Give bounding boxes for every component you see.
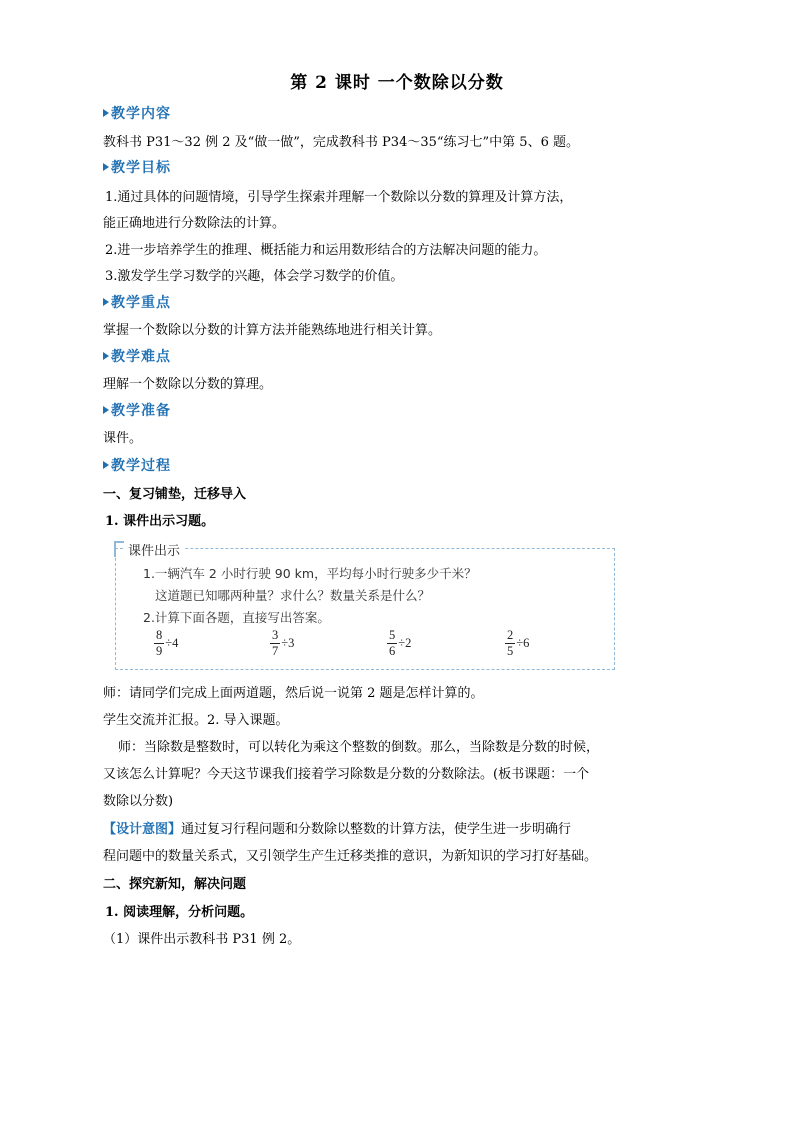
numerator: 3 (272, 628, 279, 642)
triangle-bullet-icon (103, 461, 109, 469)
section-heading-process (103, 455, 171, 475)
heading-label: 教学重点 (111, 295, 171, 311)
heading-label: 教学准备 (111, 403, 171, 419)
box-question-2: 2.计算下面各题，直接写出答案。 (143, 610, 330, 625)
operation: ÷2 (398, 636, 412, 650)
difficulty-text: 理解一个数除以分数的算理。 (103, 377, 273, 392)
teacher-line-1: 师：请同学们完成上面两道题，然后说一说第 2 题是怎样计算的。 (103, 686, 484, 701)
fraction-expression (387, 628, 411, 659)
goal-1-line-2: 能正确地进行分数除法的计算。 (103, 216, 286, 231)
design-intent (103, 818, 571, 837)
triangle-bullet-icon (103, 298, 109, 306)
section-heading-goals (103, 157, 171, 177)
teacher-line-2c: 数除以分数) (103, 794, 174, 809)
numerator: 8 (156, 628, 163, 642)
operation: ÷6 (516, 636, 530, 650)
denominator: 5 (507, 644, 514, 658)
step-2-title: 二、探究新知，解决问题 (103, 877, 247, 892)
step-1-sub: 1. 课件出示习题。 (105, 514, 215, 529)
box-question-1b: 这道题已知哪两种量？求什么？数量关系是什么？ (155, 588, 431, 603)
teacher-line-2b: 又该怎么计算呢？今天这节课我们接着学习除数是分数的分数除法。(板书课题：一个 (103, 767, 590, 782)
section-heading-difficulty (103, 346, 171, 366)
denominator: 9 (156, 644, 163, 658)
denominator: 6 (389, 644, 396, 658)
triangle-bullet-icon (103, 406, 109, 414)
courseware-box-label: 课件出示 (124, 540, 184, 559)
goal-2: 2.进一步培养学生的推理、概括能力和运用数形结合的方法解决问题的能力。 (105, 243, 547, 258)
goal-1-line-1: 1.通过具体的问题情境，引导学生探索并理解一个数除以分数的算理及计算方法， (105, 190, 573, 205)
box-question-1: 1.一辆汽车 2 小时行驶 90 km，平均每小时行驶多少千米？ (143, 566, 477, 581)
heading-label: 教学目标 (111, 160, 171, 176)
triangle-bullet-icon (103, 163, 109, 171)
step-1-title: 一、复习铺垫，迁移导入 (103, 487, 247, 502)
key-text: 掌握一个数除以分数的计算方法并能熟练地进行相关计算。 (103, 323, 442, 338)
fraction-expression (270, 628, 294, 659)
heading-label: 教学难点 (111, 349, 171, 365)
heading-label: 教学过程 (111, 458, 171, 474)
operation: ÷3 (281, 636, 295, 650)
step-2-item: （1）课件出示教科书 P31 例 2。 (103, 932, 301, 947)
students-line-1: 学生交流并汇报。2. 导入课题。 (103, 713, 289, 728)
fraction-expression (154, 628, 178, 659)
design-intent-text: 通过复习行程问题和分数除以整数的计算方法，使学生进一步明确行 (181, 822, 572, 837)
denominator: 7 (272, 644, 279, 658)
numerator: 2 (507, 628, 514, 642)
content-text: 教科书 P31～32 例 2 及“做一做”，完成教科书 P34～35“练习七”中第 5、6 题。 (103, 135, 579, 150)
goal-3: 3.激发学生学习数学的兴趣，体会学习数学的价值。 (105, 269, 404, 284)
design-intent-label: 【设计意图】 (103, 822, 182, 837)
section-heading-content (103, 103, 171, 123)
operation: ÷4 (165, 636, 179, 650)
triangle-bullet-icon (103, 352, 109, 360)
section-heading-key (103, 292, 171, 312)
numerator: 5 (389, 628, 396, 642)
triangle-bullet-icon (103, 109, 109, 117)
heading-label: 教学内容 (111, 106, 171, 122)
prep-text: 课件。 (103, 431, 143, 446)
design-intent-line-2: 程问题中的数量关系式，又引领学生产生迁移类推的意识，为新知识的学习打好基础。 (103, 849, 598, 864)
teacher-line-2a: 师：当除数是整数时，可以转化为乘这个整数的倒数。那么，当除数是分数的时候， (118, 740, 600, 755)
section-heading-prep (103, 400, 171, 420)
step-2-sub: 1. 阅读理解，分析问题。 (105, 905, 254, 920)
box-corner-mark (114, 541, 124, 557)
fraction-expression (505, 628, 529, 659)
page-title: 第 2 课时 一个数除以分数 (290, 73, 504, 93)
